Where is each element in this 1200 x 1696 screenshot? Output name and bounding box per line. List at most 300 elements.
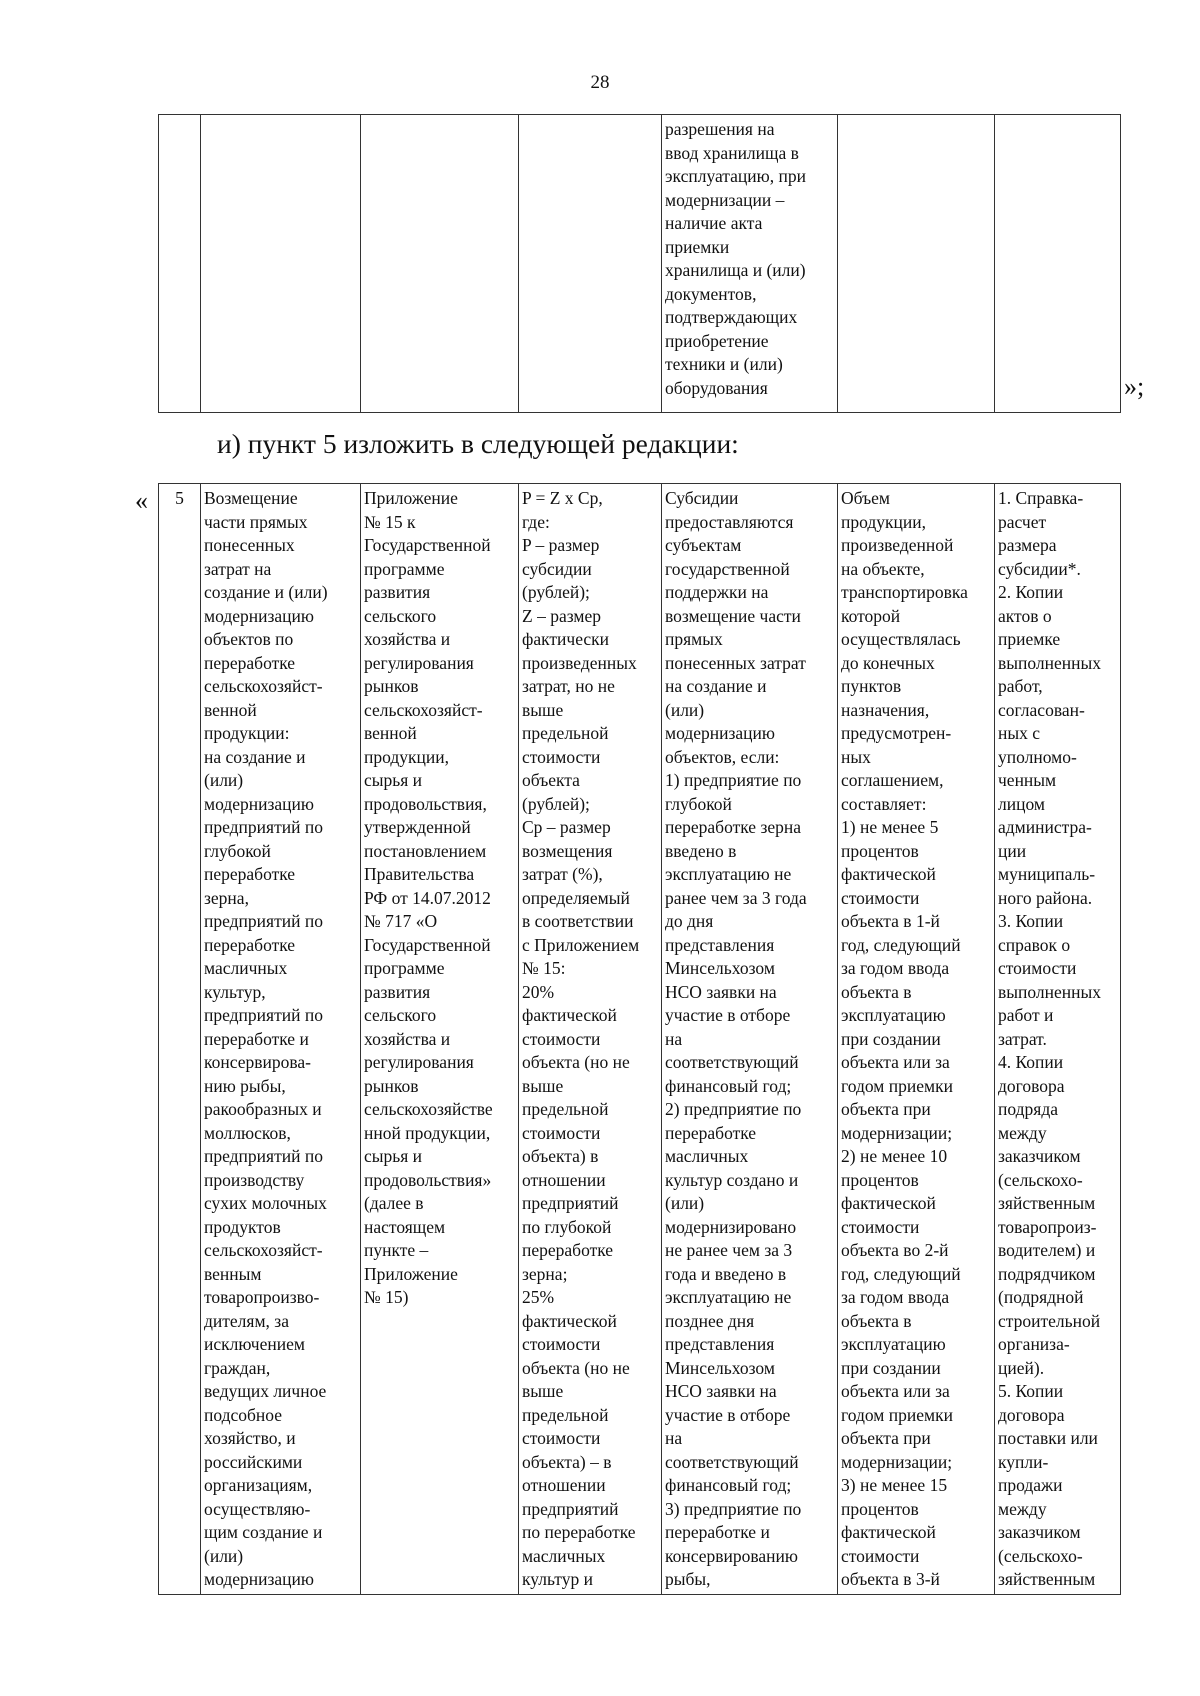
cell-text-line: муниципаль- bbox=[998, 864, 1096, 884]
cell-text-line: P = Z x Cp, bbox=[522, 488, 603, 508]
cell-text-line: РФ от 14.07.2012 bbox=[364, 887, 491, 908]
cell-text-line: культур, bbox=[204, 981, 266, 1002]
cell-text-line: сельскохозяйстве bbox=[364, 1099, 493, 1119]
cell-text-line: 3. Копии bbox=[998, 911, 1064, 931]
cell-text-line: предприятий по bbox=[204, 911, 323, 931]
cell-text-line: объекта в 3-й bbox=[841, 1569, 940, 1589]
cell-text-line: предприятий по bbox=[204, 1146, 323, 1166]
cell-text-line: Субсидии bbox=[665, 488, 739, 508]
cell-text-line: ного района. bbox=[998, 887, 1093, 908]
cell-text-line: Государственной bbox=[364, 934, 491, 955]
cell-text-line: составляет: bbox=[841, 793, 927, 814]
cell-text-line: техники и (или) bbox=[665, 354, 783, 374]
cell-text-line: затрат (%), bbox=[522, 864, 603, 884]
cell-text-line: эксплуатацию bbox=[841, 1005, 946, 1025]
cell-text-line: продукции: bbox=[204, 723, 290, 743]
cell-text-line: организациям, bbox=[204, 1475, 313, 1495]
cell-text-line: (сельскохо- bbox=[998, 1169, 1083, 1190]
cell-text-line: оборудования bbox=[665, 377, 768, 398]
cell-text-line: граждан, bbox=[204, 1357, 271, 1378]
cell-text-line: сельскохозяйст- bbox=[204, 676, 323, 696]
cell-text-line: модернизации; bbox=[841, 1122, 953, 1143]
cell-text-line: процентов bbox=[841, 840, 919, 861]
cell-text-line: щим создание и bbox=[204, 1522, 323, 1542]
cell-text-line: предприятий bbox=[522, 1193, 619, 1213]
cell-text-line: соответствующий bbox=[665, 1451, 799, 1472]
cell-text-line: товаропроизво- bbox=[204, 1287, 320, 1307]
cell-text-line: модернизации; bbox=[841, 1451, 953, 1472]
cell-text-line: купли- bbox=[998, 1451, 1049, 1472]
subsidy-table bbox=[158, 483, 1121, 1595]
cell-text-line: нной продукции, bbox=[364, 1122, 491, 1143]
cell-text-line: объекта в 1-й bbox=[841, 911, 940, 931]
cell-text-line: возмещение части bbox=[665, 605, 801, 626]
cell-text-line: модернизацию bbox=[204, 605, 314, 626]
top-cell-col7 bbox=[995, 115, 1121, 413]
cell-text-line: программе bbox=[364, 958, 445, 978]
cell-text-line: эксплуатацию, при bbox=[665, 166, 806, 186]
cell-text-line: заказчиком bbox=[998, 1522, 1081, 1542]
cell-text-line: продукции, bbox=[841, 511, 926, 532]
cell-text-line: зяйственным bbox=[998, 1193, 1096, 1213]
cell-text-line: разрешения на bbox=[665, 119, 775, 139]
cell-text-line: настоящем bbox=[364, 1216, 446, 1237]
cell-text-line: глубокой bbox=[204, 840, 271, 861]
cell-text-line: транспортировка bbox=[841, 582, 968, 602]
cell-text-line: ранее чем за 3 года bbox=[665, 887, 807, 908]
cell-text-line: сырья и bbox=[364, 1146, 423, 1166]
cell-text-line: продовольствия» bbox=[364, 1169, 492, 1190]
cell-text-line: венным bbox=[204, 1263, 262, 1284]
cell-text-line: расчет bbox=[998, 511, 1047, 532]
cell-text-line: объекта (но не bbox=[522, 1052, 630, 1072]
cell-text-line: Минсельхозом bbox=[665, 958, 775, 978]
cell-text-line: продукции, bbox=[364, 746, 449, 767]
row-number: 5 bbox=[159, 484, 201, 1595]
cell-text-line: 3) предприятие по bbox=[665, 1498, 802, 1519]
cell-text-line: переработке bbox=[204, 652, 296, 673]
cell-text-line: эксплуатацию не bbox=[665, 1287, 792, 1307]
cell-text-line: произведенной bbox=[841, 535, 954, 555]
cell-text-line: работ и bbox=[998, 1005, 1054, 1025]
cell-text-line: Объем bbox=[841, 488, 890, 508]
cell-text-line: подсобное bbox=[204, 1404, 283, 1425]
top-cell-conditions bbox=[662, 115, 838, 413]
cell-text-line: 25% bbox=[522, 1287, 555, 1307]
cell-text-line: продовольствия, bbox=[364, 793, 487, 814]
cell-text-line: согласован- bbox=[998, 699, 1085, 720]
cell-text-line: участие в отборе bbox=[665, 1005, 791, 1025]
cell-text-line: рыбы, bbox=[665, 1569, 711, 1589]
cell-text-line: документов, bbox=[665, 283, 757, 304]
cell-text-line: масличных bbox=[522, 1545, 606, 1566]
cell-text-line: субсидии*. bbox=[998, 558, 1081, 579]
cell-text-line: предприятий по bbox=[204, 1005, 323, 1025]
cell-text-line: процентов bbox=[841, 1169, 919, 1190]
cell-text-line: венной bbox=[364, 723, 417, 743]
cell-text-line: стоимости bbox=[841, 1216, 920, 1237]
cell-text-line: 3) не менее 15 bbox=[841, 1475, 948, 1495]
top-cell-col2 bbox=[201, 115, 361, 413]
cell-text-line: по переработке bbox=[522, 1522, 636, 1542]
cell-text-line: в соответствии bbox=[522, 911, 634, 931]
cell-text-line: предельной bbox=[522, 723, 609, 743]
cell-text-line: предусмотрен- bbox=[841, 723, 952, 743]
cell-text-line: сельскохозяйст- bbox=[204, 1240, 323, 1260]
cell-text-line: сельского bbox=[364, 1005, 437, 1025]
cell-text-line: хозяйство, и bbox=[204, 1428, 296, 1448]
cell-text-line: № 15) bbox=[364, 1287, 409, 1307]
cell-text-line: размера bbox=[998, 535, 1057, 555]
cell-text-line: произведенных bbox=[522, 652, 637, 673]
cell-text-line: участие в отборе bbox=[665, 1404, 791, 1425]
cell-text-line: на создание и bbox=[204, 746, 306, 767]
cell-text-line: продуктов bbox=[204, 1216, 281, 1237]
cell-text-line: затрат на bbox=[204, 558, 272, 579]
cell-text-line: масличных bbox=[665, 1146, 749, 1166]
cell-text-line: финансовый год; bbox=[665, 1475, 792, 1495]
cell-text-line: отношении bbox=[522, 1169, 606, 1190]
cell-text-line: ведущих личное bbox=[204, 1381, 327, 1401]
cell-text-line: части прямых bbox=[204, 511, 308, 532]
cell-text-line: 1) не менее 5 bbox=[841, 817, 939, 837]
cell-text-line: 4. Копии bbox=[998, 1052, 1064, 1072]
cell-text-line: подряда bbox=[998, 1099, 1058, 1119]
cell-text-line: год, следующий bbox=[841, 934, 961, 955]
cell-text-line: актов о bbox=[998, 605, 1052, 626]
cell-text-line: финансовый год; bbox=[665, 1075, 792, 1096]
cell-text-line: стоимости bbox=[841, 887, 920, 908]
cell-text-line: эксплуатацию не bbox=[665, 864, 792, 884]
cell-text-line: водителем) и bbox=[998, 1240, 1096, 1260]
cell-text-line: объекта в bbox=[841, 1310, 912, 1331]
cell-text-line: культур и bbox=[522, 1569, 593, 1589]
cell-text-line: отношении bbox=[522, 1475, 606, 1495]
cell-text-line: стоимости bbox=[998, 958, 1077, 978]
cell-text-line: (или) bbox=[204, 1545, 244, 1566]
top-cell-col4 bbox=[519, 115, 662, 413]
cell-text-line: стоимости bbox=[522, 746, 601, 767]
cell-measure-name bbox=[201, 484, 361, 1595]
cell-text-line: объектов, если: bbox=[665, 746, 780, 767]
cell-text-line: консервированию bbox=[665, 1545, 798, 1566]
cell-text-line: консервирова- bbox=[204, 1052, 311, 1072]
cell-text-line: выполненных bbox=[998, 981, 1102, 1002]
cell-text-line: ракообразных и bbox=[204, 1099, 322, 1119]
cell-text-line: фактической bbox=[841, 1193, 936, 1213]
preceding-table-end bbox=[158, 114, 1121, 413]
cell-text-line: 20% bbox=[522, 981, 555, 1002]
cell-text-line: справок о bbox=[998, 934, 1071, 955]
cell-text-line: (или) bbox=[665, 1193, 705, 1213]
cell-text-line: соответствующий bbox=[665, 1052, 799, 1072]
cell-text-line: рынков bbox=[364, 676, 419, 696]
cell-text-line: регулирования bbox=[364, 652, 474, 673]
cell-text-line: предприятий по bbox=[204, 817, 323, 837]
cell-text-line: предельной bbox=[522, 1099, 609, 1119]
cell-text-line: фактической bbox=[522, 1005, 617, 1025]
cell-text-line: выше bbox=[522, 1075, 564, 1096]
cell-text-line: (далее в bbox=[364, 1193, 424, 1213]
cell-text-line: зерна; bbox=[522, 1263, 568, 1284]
cell-text-line: № 15: bbox=[522, 958, 566, 978]
cell-text-line: до конечных bbox=[841, 652, 935, 673]
cell-text-line: производству bbox=[204, 1169, 305, 1190]
cell-text-line: программе bbox=[364, 558, 445, 579]
cell-text-line: субсидии bbox=[522, 558, 592, 579]
cell-text-line: не ранее чем за 3 bbox=[665, 1240, 793, 1260]
cell-text-line: между bbox=[998, 1498, 1047, 1519]
cell-text-line: объекта) в bbox=[522, 1146, 599, 1166]
cell-text-line: № 717 «О bbox=[364, 911, 438, 931]
table-row bbox=[159, 115, 1121, 413]
cell-text-line: хранилища и (или) bbox=[665, 260, 806, 280]
cell-text-line: сухих молочных bbox=[204, 1193, 327, 1213]
cell-text-line: объекта или за bbox=[841, 1052, 950, 1072]
cell-text-line: объекта при bbox=[841, 1428, 931, 1448]
cell-text-line: уполномо- bbox=[998, 746, 1077, 767]
table-row bbox=[159, 484, 1121, 1595]
cell-text-line: дителям, за bbox=[204, 1310, 289, 1331]
cell-text-line: выше bbox=[522, 699, 564, 720]
cell-text-line: модернизацию bbox=[204, 793, 314, 814]
cell-text-line: глубокой bbox=[665, 793, 732, 814]
cell-text-line: за годом ввода bbox=[841, 958, 950, 978]
cell-conditions bbox=[662, 484, 838, 1595]
cell-text-line: эксплуатацию bbox=[841, 1334, 946, 1354]
cell-text-line: объекта во 2-й bbox=[841, 1240, 949, 1260]
cell-text-line: администра- bbox=[998, 817, 1092, 837]
cell-text-line: переработке bbox=[522, 1240, 614, 1260]
cell-text-line: назначения, bbox=[841, 699, 930, 720]
cell-text-line: предоставляются bbox=[665, 511, 794, 532]
cell-text-line: венной bbox=[204, 699, 257, 720]
cell-text-line: введено в bbox=[665, 840, 737, 861]
cell-text-line: за годом ввода bbox=[841, 1287, 950, 1307]
cell-text-line: модернизацию bbox=[665, 723, 775, 743]
cell-text-line: заказчиком bbox=[998, 1146, 1081, 1166]
cell-text-line: объекта) – в bbox=[522, 1451, 612, 1472]
cell-text-line: переработке bbox=[665, 1122, 757, 1143]
cell-text-line: переработке bbox=[204, 864, 296, 884]
cell-text-line: Возмещение bbox=[204, 488, 298, 508]
cell-text-line: фактически bbox=[522, 629, 610, 649]
cell-text-line: на bbox=[665, 1428, 683, 1448]
cell-text-line: затрат, но не bbox=[522, 676, 615, 696]
cell-text-line: организа- bbox=[998, 1334, 1070, 1354]
cell-text-line: 5. Копии bbox=[998, 1381, 1064, 1401]
cell-text-line: фактической bbox=[841, 864, 936, 884]
cell-text-line: приемке bbox=[998, 629, 1061, 649]
cell-text-line: государственной bbox=[665, 558, 790, 579]
cell-text-line: развития bbox=[364, 981, 431, 1002]
cell-text-line: возмещения bbox=[522, 840, 613, 861]
cell-text-line: процентов bbox=[841, 1498, 919, 1519]
cell-text-line: объектов по bbox=[204, 629, 294, 649]
cell-text-line: товаропроиз- bbox=[998, 1216, 1097, 1237]
cell-text-line: исключением bbox=[204, 1334, 305, 1354]
cell-text-line: модернизировано bbox=[665, 1216, 797, 1237]
cell-text-line: субъектам bbox=[665, 535, 742, 555]
cell-text-line: переработке и bbox=[665, 1522, 770, 1542]
cell-text-line: продажи bbox=[998, 1475, 1063, 1495]
cell-text-line: приобретение bbox=[665, 330, 769, 351]
cell-text-line: зяйственным bbox=[998, 1569, 1096, 1589]
cell-text-line: стоимости bbox=[522, 1122, 601, 1143]
cell-text-line: рынков bbox=[364, 1075, 419, 1096]
cell-text-line: на создание и bbox=[665, 676, 767, 696]
cell-text-line: год, следующий bbox=[841, 1263, 961, 1284]
cell-text-line: на bbox=[665, 1028, 683, 1049]
cell-text-line: осуществлялась bbox=[841, 629, 961, 649]
cell-text-line: НСО заявки на bbox=[665, 1381, 777, 1401]
cell-text-line: осуществляю- bbox=[204, 1498, 311, 1519]
cell-text-line: Cp – размер bbox=[522, 817, 611, 837]
cell-text-line: стоимости bbox=[522, 1334, 601, 1354]
cell-text-line: приемки bbox=[665, 236, 730, 257]
cell-text-line: (или) bbox=[665, 699, 705, 720]
cell-text-line: работ, bbox=[998, 676, 1043, 696]
cell-text-line: пункте – bbox=[364, 1240, 429, 1260]
cell-documents bbox=[995, 484, 1121, 1595]
cell-text-line: (рублей); bbox=[522, 582, 590, 602]
cell-subsidy-formula bbox=[519, 484, 662, 1595]
cell-text-line: прямых bbox=[665, 629, 723, 649]
cell-text-line: культур создано и bbox=[665, 1169, 799, 1190]
cell-text-line: выше bbox=[522, 1381, 564, 1401]
cell-text-line: утвержденной bbox=[364, 817, 471, 837]
cell-text-line: фактической bbox=[522, 1310, 617, 1331]
cell-text-line: НСО заявки на bbox=[665, 981, 777, 1002]
cell-text-line: Государственной bbox=[364, 535, 491, 555]
cell-text-line: ченным bbox=[998, 770, 1057, 790]
cell-text-line: понесенных bbox=[204, 535, 295, 555]
cell-text-line: ввод хранилища в bbox=[665, 142, 799, 163]
cell-text-line: российскими bbox=[204, 1451, 303, 1472]
cell-text-line: предприятий bbox=[522, 1498, 619, 1519]
cell-text-line: № 15 к bbox=[364, 511, 416, 532]
cell-text-line: по глубокой bbox=[522, 1216, 612, 1237]
cell-text-line: поддержки на bbox=[665, 582, 769, 602]
cell-text-line: подрядчиком bbox=[998, 1263, 1096, 1284]
top-cell-col3 bbox=[361, 115, 519, 413]
cell-text-line: пунктов bbox=[841, 676, 902, 696]
cell-text-line: сырья и bbox=[364, 770, 423, 790]
cell-text-line: (рублей); bbox=[522, 793, 590, 814]
cell-text-line: Z – размер bbox=[522, 605, 601, 626]
cell-text-line: ных с bbox=[998, 723, 1041, 743]
page-number: 28 bbox=[590, 72, 610, 93]
cell-text-line: модернизацию bbox=[204, 1569, 314, 1589]
cell-text-line: Минсельхозом bbox=[665, 1357, 775, 1378]
cell-text-line: до дня bbox=[665, 911, 714, 931]
cell-text-line: модернизации – bbox=[665, 189, 785, 210]
cell-text-line: строительной bbox=[998, 1310, 1101, 1331]
cell-text-line: (или) bbox=[204, 770, 244, 790]
cell-text-line: договора bbox=[998, 1404, 1065, 1425]
cell-text-line: договора bbox=[998, 1075, 1065, 1096]
cell-text-line: понесенных затрат bbox=[665, 652, 806, 673]
cell-text-line: сельскохозяйст- bbox=[364, 699, 483, 720]
cell-text-line: стоимости bbox=[522, 1428, 601, 1448]
cell-text-line: годом приемки bbox=[841, 1404, 953, 1425]
cell-text-line: P – размер bbox=[522, 535, 600, 555]
cell-text-line: переработке зерна bbox=[665, 817, 802, 837]
cell-text-line: подтверждающих bbox=[665, 307, 798, 327]
cell-text-line: годом приемки bbox=[841, 1075, 953, 1096]
opening-quote: « bbox=[135, 486, 148, 515]
cell-text-line: 2) не менее 10 bbox=[841, 1146, 948, 1166]
cell-text-line: объекта или за bbox=[841, 1381, 950, 1401]
cell-text-line: (сельскохо- bbox=[998, 1545, 1083, 1566]
cell-text-line: соглашением, bbox=[841, 770, 944, 790]
cell-text-line: представления bbox=[665, 934, 775, 955]
cell-text-line: развития bbox=[364, 582, 431, 602]
cell-text-line: выполненных bbox=[998, 652, 1102, 673]
cell-text-line: сельского bbox=[364, 605, 437, 626]
cell-text-line: Приложение bbox=[364, 488, 458, 508]
cell-text-line: 1. Справка- bbox=[998, 488, 1084, 508]
cell-text-line: Приложение bbox=[364, 1263, 458, 1284]
cell-text-line: предельной bbox=[522, 1404, 609, 1425]
cell-text-line: с Приложением bbox=[522, 934, 640, 955]
cell-text-line: объекта (но не bbox=[522, 1357, 630, 1378]
cell-text-line: наличие акта bbox=[665, 213, 763, 233]
cell-text-line: 2. Копии bbox=[998, 582, 1064, 602]
cell-text-line: нию рыбы, bbox=[204, 1075, 286, 1096]
cell-text-line: года и введено в bbox=[665, 1263, 787, 1284]
closing-quote: »; bbox=[1124, 372, 1145, 401]
cell-text-line: при создании bbox=[841, 1028, 941, 1049]
cell-text-line: регулирования bbox=[364, 1052, 474, 1072]
cell-text-line: объекта bbox=[522, 770, 580, 790]
cell-text-line: создание и (или) bbox=[204, 582, 328, 602]
cell-text-line: цией). bbox=[998, 1357, 1045, 1378]
cell-legal-basis bbox=[361, 484, 519, 1595]
amendment-heading: и) пункт 5 изложить в следующей редакции: bbox=[217, 428, 739, 459]
cell-text-line: которой bbox=[841, 605, 901, 626]
cell-text-line: хозяйства и bbox=[364, 1028, 451, 1049]
cell-text-line: позднее дня bbox=[665, 1310, 755, 1331]
cell-text-line: хозяйства и bbox=[364, 629, 451, 649]
top-cell-col1 bbox=[159, 115, 201, 413]
cell-text-line: переработке и bbox=[204, 1028, 309, 1049]
cell-text-line: масличных bbox=[204, 958, 288, 978]
cell-text-line: между bbox=[998, 1122, 1047, 1143]
cell-text-line: где: bbox=[522, 511, 550, 532]
cell-text-line: ных bbox=[841, 746, 871, 767]
cell-text-line: 1) предприятие по bbox=[665, 770, 802, 790]
cell-text-line: определяемый bbox=[522, 887, 630, 908]
cell-text-line: фактической bbox=[841, 1522, 936, 1542]
cell-text-line: Правительства bbox=[364, 864, 475, 884]
cell-text-line: объекта при bbox=[841, 1099, 931, 1119]
cell-text-line: постановлением bbox=[364, 840, 487, 861]
cell-text-line: (подрядной bbox=[998, 1287, 1084, 1307]
top-cell-col6 bbox=[838, 115, 995, 413]
cell-text-line: зерна, bbox=[204, 887, 249, 908]
cell-text-line: стоимости bbox=[841, 1545, 920, 1566]
cell-text-line: поставки или bbox=[998, 1428, 1098, 1448]
cell-text-line: затрат. bbox=[998, 1028, 1047, 1049]
cell-text-line: ции bbox=[998, 840, 1027, 861]
cell-text-line: лицом bbox=[998, 793, 1045, 814]
cell-text-line: на объекте, bbox=[841, 558, 925, 579]
cell-text-line: объекта в bbox=[841, 981, 912, 1002]
cell-text-line: переработке bbox=[204, 934, 296, 955]
cell-text-line: 2) предприятие по bbox=[665, 1099, 802, 1119]
cell-text-line: представления bbox=[665, 1334, 775, 1354]
